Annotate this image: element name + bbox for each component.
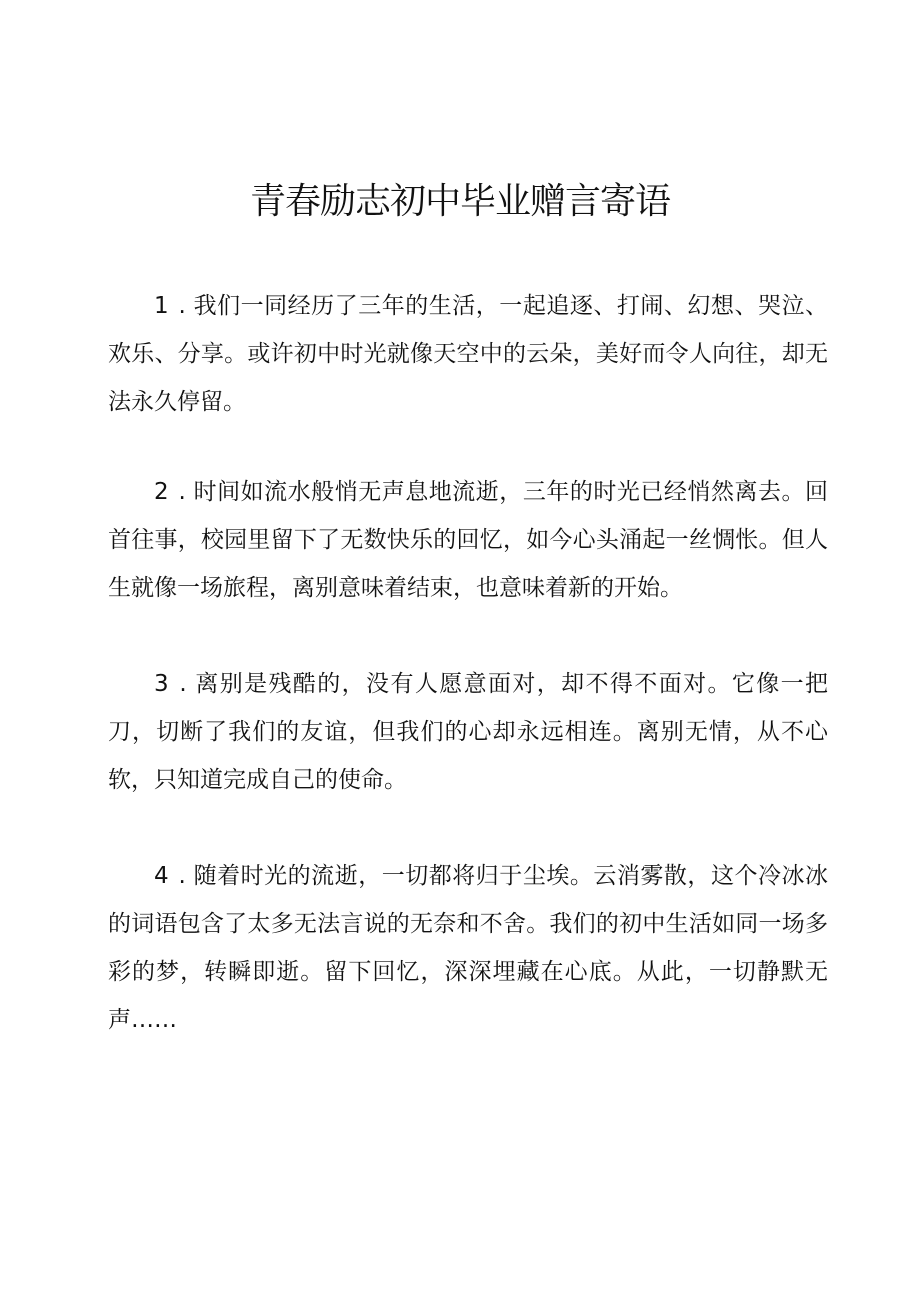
page-title: 青春励志初中毕业赠言寄语 xyxy=(249,181,670,222)
paragraph-separator: . xyxy=(170,863,194,889)
paragraph-2 xyxy=(108,468,828,612)
paragraph-1 xyxy=(108,282,828,426)
paragraph-separator: . xyxy=(170,671,196,697)
paragraph-number: 4 xyxy=(154,863,169,889)
paragraph-separator: . xyxy=(170,293,194,319)
paragraph-3 xyxy=(108,660,828,804)
paragraph-text: 离别是残酷的，没有人愿意面对，却不得不面对。它像一把刀，切断了我们的友谊，但我们的心却永远相连。离别无情，从不心软，只知道完成自己的使命。 xyxy=(108,671,829,793)
paragraph-text: 时间如流水般悄无声息地流逝，三年的时光已经悄然离去。回首往事，校园里留下了无数快乐的回忆，如今心头涌起一丝惆怅。但人生就像一场旅程，离别意味着结束，也意味着新的开始。 xyxy=(108,479,829,601)
paragraph-4 xyxy=(108,852,828,1044)
paragraph-text: 随着时光的流逝，一切都将归于尘埃。云消雾散，这个冷冰冰的词语包含了太多无法言说的无奈和不舍。我们的初中生活如同一场多彩的梦，转瞬即逝。留下回忆，深深埋藏在心底。从此，一切静默无声…… xyxy=(108,863,829,1033)
paragraph-text: 我们一同经历了三年的生活，一起追逐、打闹、幻想、哭泣、欢乐、分享。或许初中时光就像天空中的云朵，美好而令人向往，却无法永久停留。 xyxy=(108,293,829,415)
paragraph-number: 1 xyxy=(154,293,169,319)
paragraph-separator: . xyxy=(170,479,194,505)
paragraph-number: 2 xyxy=(154,479,169,505)
paragraph-number: 3 xyxy=(154,671,169,697)
